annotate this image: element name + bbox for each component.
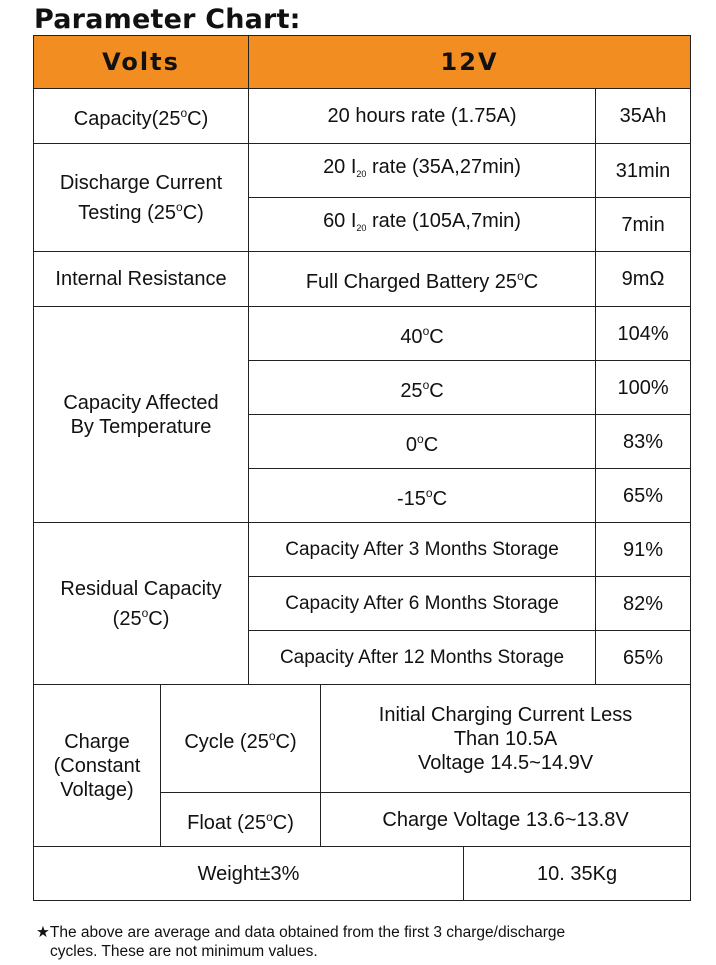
parameter-table-wrapper (33, 35, 690, 901)
discharge-row-1 (34, 144, 691, 198)
discharge-rate-1: 20 $I_{20}$ rate (35A,27min) (249, 144, 596, 198)
temperature-value-1: 104% (596, 307, 691, 361)
residual-value-2: 82% (596, 577, 691, 631)
internal-resistance-row (34, 252, 691, 307)
temperature-row-1 (34, 307, 691, 361)
charge-cycle-label: Cycle (25$^o$C) (161, 685, 321, 793)
residual-condition-2: Capacity After 6 Months Storage (249, 577, 596, 631)
capacity-row (34, 89, 691, 144)
residual-condition-3: Capacity After 12 Months Storage (249, 631, 596, 685)
residual-condition-1: Capacity After 3 Months Storage (249, 523, 596, 577)
temperature-cell-3: 0$^o$C (249, 415, 596, 469)
charge-float-value: Charge Voltage 13.6~13.8V (321, 793, 691, 847)
footnote (36, 923, 706, 961)
charge-float-label: Float (25$^o$C) (161, 793, 321, 847)
header-volts: Volts (34, 36, 249, 89)
residual-row-1 (34, 523, 691, 577)
residual-value-1: 91% (596, 523, 691, 577)
discharge-label: Discharge Current Testing (25$^o$C) (34, 144, 249, 252)
weight-label: Weight±3% (34, 847, 464, 901)
internal-resistance-condition: Full Charged Battery 25$^o$C (249, 252, 596, 307)
header-row (34, 36, 691, 89)
charge-label: Charge (Constant Voltage) (34, 685, 161, 847)
weight-row (34, 847, 691, 901)
charge-row-cycle (34, 685, 691, 793)
discharge-value-2: 7min (596, 198, 691, 252)
temperature-value-4: 65% (596, 469, 691, 523)
temperature-cell-1: 40$^o$C (249, 307, 596, 361)
discharge-value-1: 31min (596, 144, 691, 198)
weight-value: 10. 35Kg (464, 847, 691, 901)
temperature-cell-4: -15$^o$C (249, 469, 596, 523)
temperature-value-2: 100% (596, 361, 691, 415)
capacity-value: 35Ah (596, 89, 691, 144)
footnote-line-1: The above are average and data obtained from the first 3 charge/discharge (49, 924, 566, 941)
internal-resistance-value: 9mΩ (596, 252, 691, 307)
residual-label: Residual Capacity (25$^o$C) (34, 523, 249, 685)
header-voltage-value: 12V (249, 36, 691, 89)
residual-value-3: 65% (596, 631, 691, 685)
capacity-label: Capacity(25$^o$C) (34, 89, 249, 144)
charge-cycle-value: Initial Charging Current Less Than 10.5A Voltage 14.5~14.9V (321, 685, 691, 793)
temperature-value-3: 83% (596, 415, 691, 469)
discharge-rate-2: 60 $I_{20}$ rate (105A,7min) (249, 198, 596, 252)
temperature-cell-2: 25$^o$C (249, 361, 596, 415)
footnote-line-2: cycles. These are not minimum values. (50, 943, 318, 960)
temperature-label: Capacity Affected By Temperature (34, 307, 249, 523)
page-title: Parameter Chart: (34, 4, 301, 35)
star-icon: ★ (36, 924, 50, 941)
internal-resistance-label: Internal Resistance (34, 252, 249, 307)
parameter-table (33, 35, 691, 901)
capacity-rate: 20 hours rate (1.75A) (249, 89, 596, 144)
